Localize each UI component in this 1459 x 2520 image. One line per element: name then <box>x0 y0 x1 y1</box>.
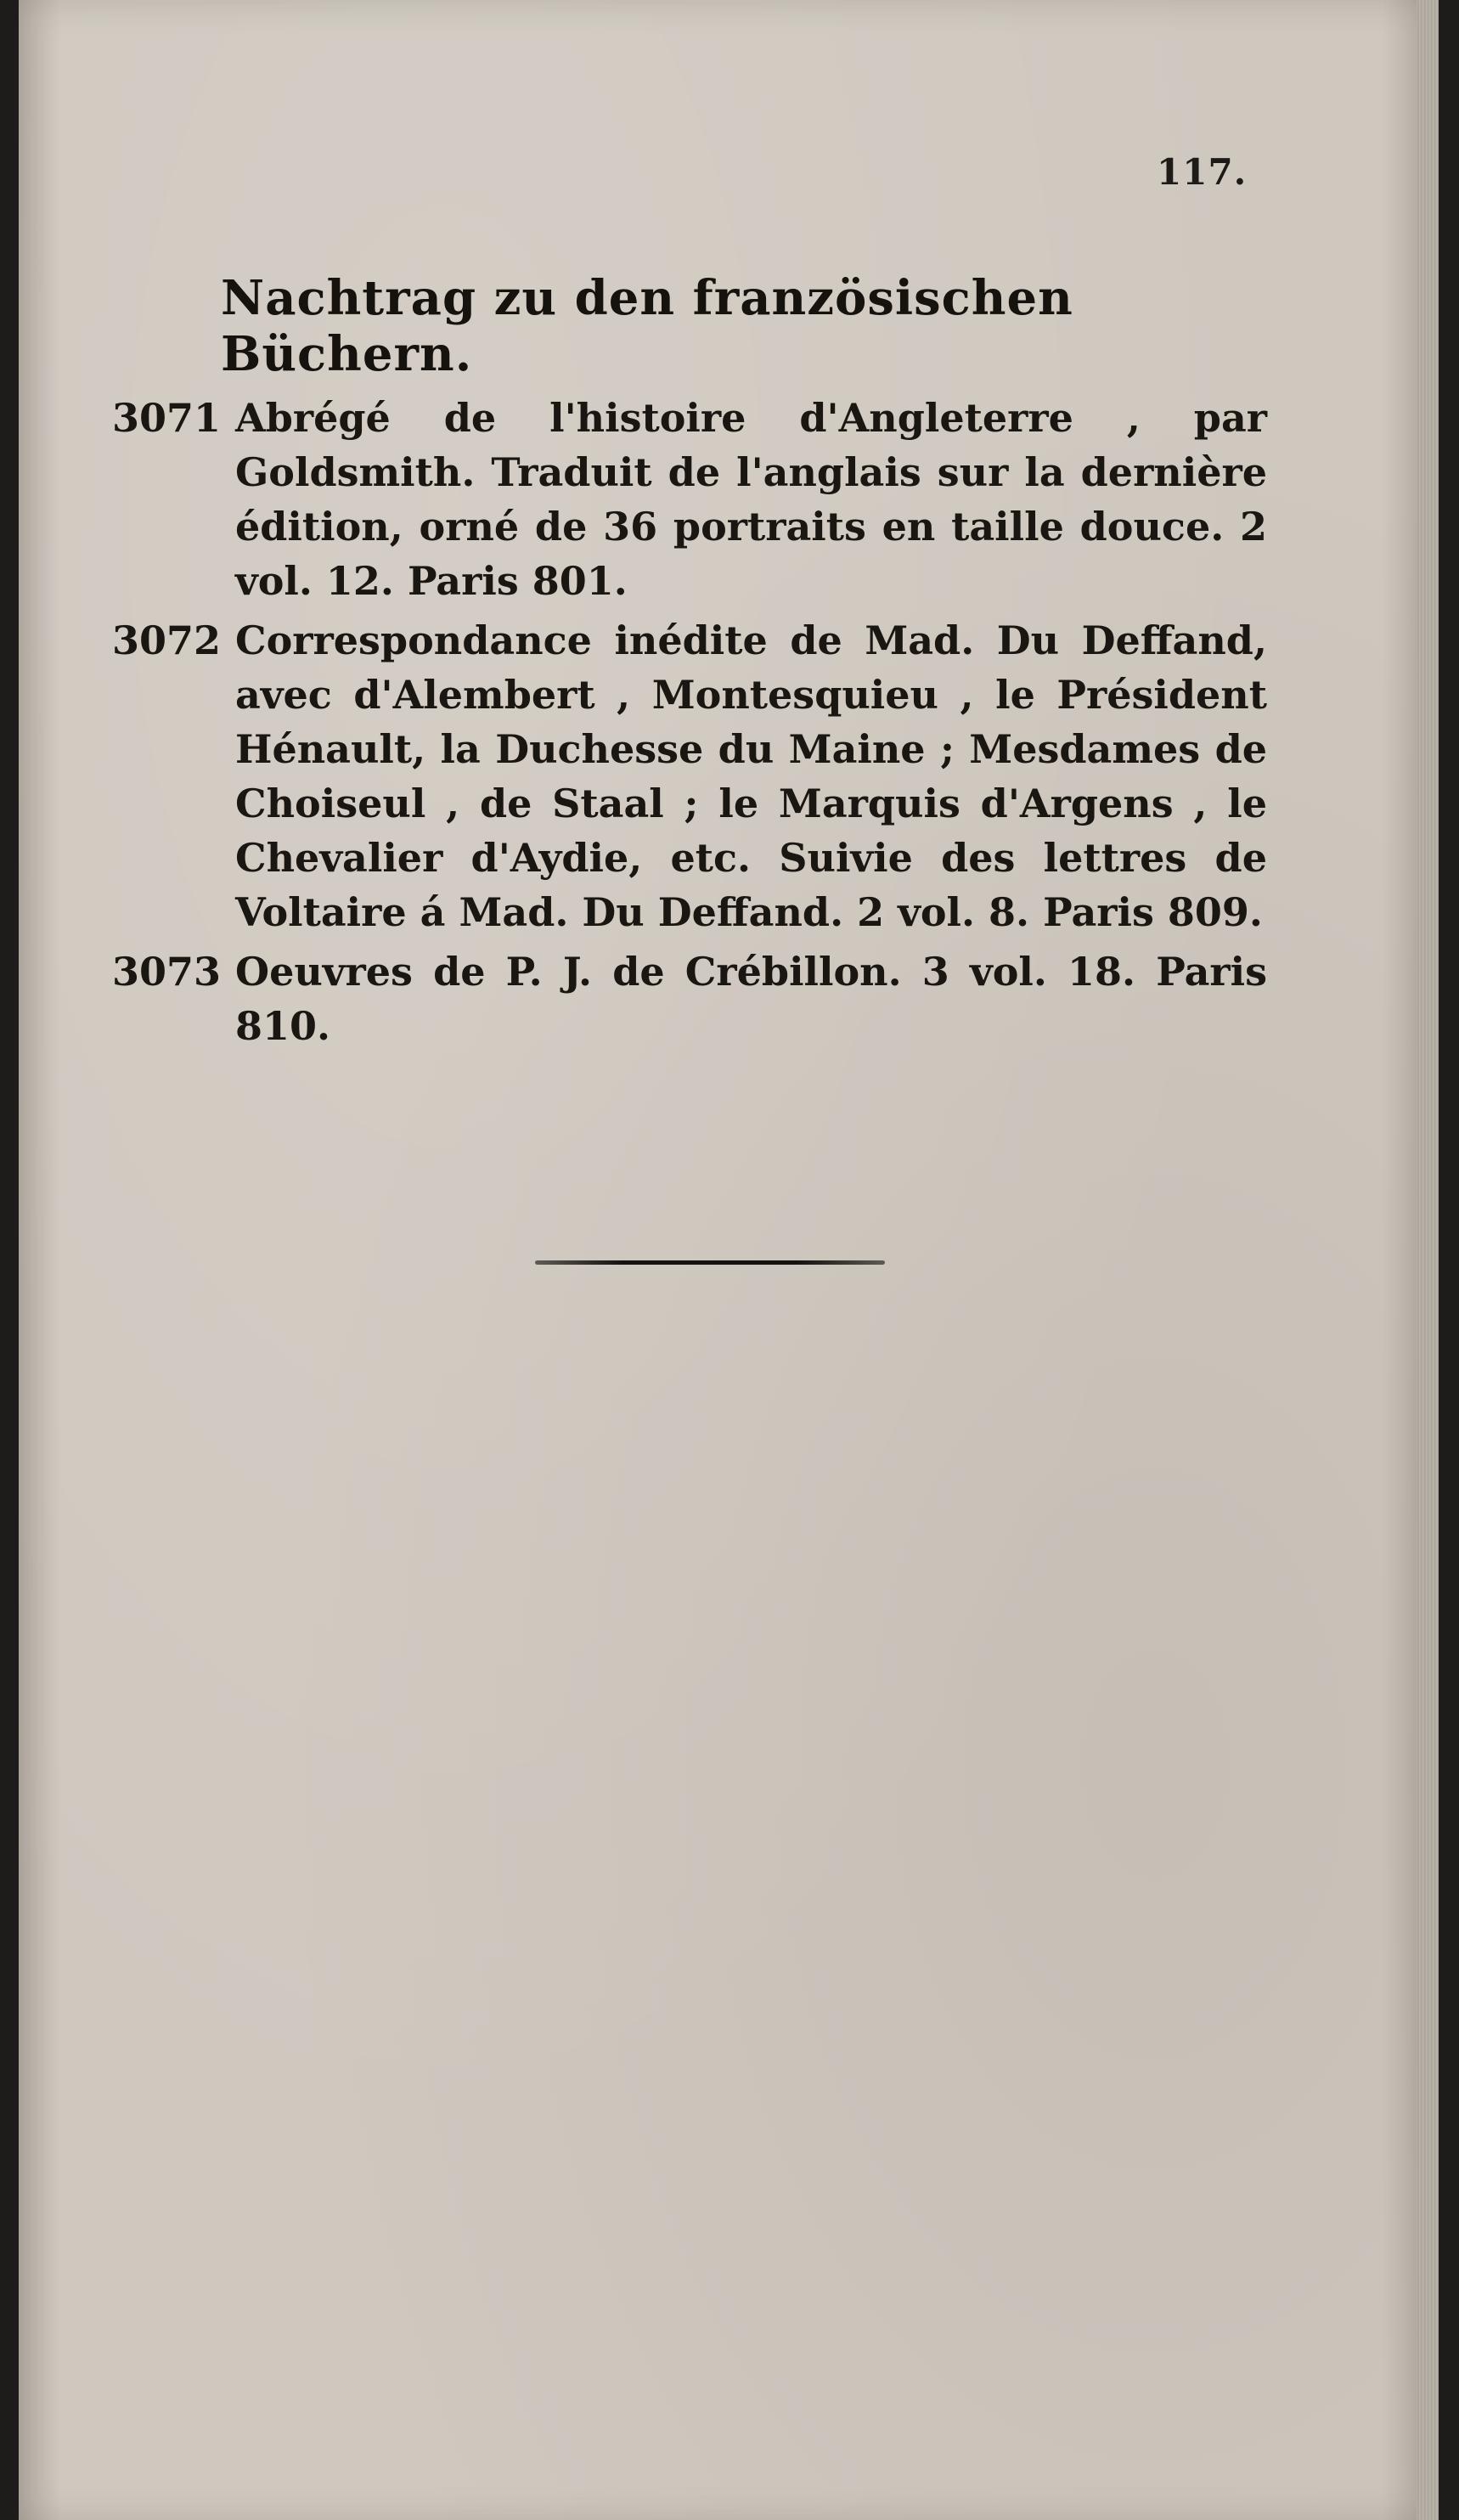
entry-text: Oeuvres de P. J. de Crébillon. 3 vol. 18. Paris 810. <box>235 949 1267 1049</box>
entry-number: 3072 <box>112 617 222 663</box>
separator-rule <box>535 1260 885 1265</box>
catalog-entry <box>112 613 1267 939</box>
catalog-entries <box>112 391 1267 1058</box>
page-number: 117. <box>1157 151 1248 193</box>
section-heading: Nachtrag zu den französischen Büchern. <box>221 270 1073 382</box>
entry-text: Correspondance inédite de Mad. Du Deffand, avec d'Alembert , Montesquieu , le Président Hénault, la Duchesse du Maine ; Mesdames de Choiseul , de Staal ; le Marquis d'Argens , le Chevalier d'Aydie, etc. Suivie des lettres de Voltaire á Mad. Du Deffand. 2 vol. 8. Paris 809. <box>235 617 1267 935</box>
page-edge <box>1417 0 1439 2520</box>
entry-number: 3073 <box>112 949 222 995</box>
entry-text: Abrégé de l'histoire d'Angleterre , par Goldsmith. Traduit de l'anglais sur la dernière édition, orné de 36 portraits en taille douce. 2 vol. 12. Paris 801. <box>235 395 1267 604</box>
catalog-entry <box>112 944 1267 1053</box>
catalog-entry <box>112 391 1267 608</box>
entry-number: 3071 <box>112 395 222 441</box>
book-page <box>19 0 1439 2520</box>
